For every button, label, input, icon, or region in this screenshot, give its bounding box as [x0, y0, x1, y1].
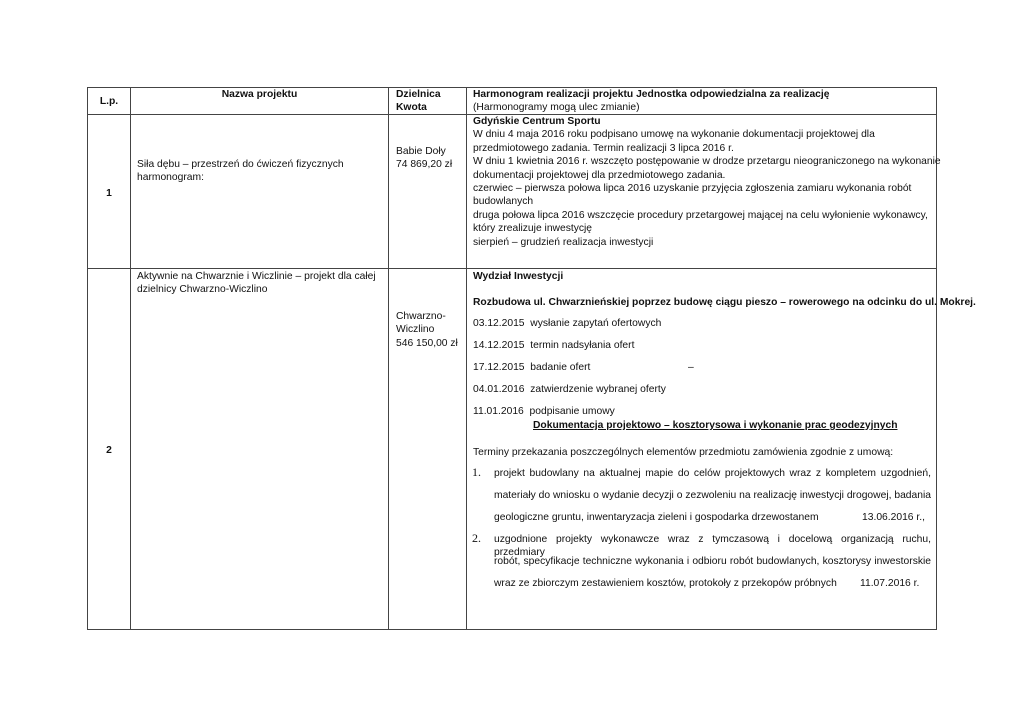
header-district: Dzielnica Kwota	[396, 89, 441, 114]
doc-heading: Dokumentacja projektowo – kosztorysowa i wykonanie prac geodezyjnych	[533, 420, 898, 431]
item-date: 13.06.2016 r.,	[862, 512, 925, 523]
row1-lp: 1	[106, 188, 112, 199]
milestone: 04.01.2016 zatwierdzenie wybranej oferty	[473, 384, 666, 395]
item-number: 1.	[472, 465, 481, 479]
item-line: uzgodnione projekty wykonawcze wraz z tymczasową i docelową organizacją ruchu, przedmiary	[494, 534, 931, 558]
item-line: geologiczne gruntu, inwentaryzacja zieleni i gospodarka drzewostanem	[494, 512, 819, 523]
milestone: 03.12.2015 wysłanie zapytań ofertowych	[473, 318, 662, 329]
milestone: 14.12.2015 termin nadsyłania ofert	[473, 340, 635, 351]
milestone: 17.12.2015 badanie ofert	[473, 362, 591, 373]
dash-mark: –	[688, 362, 694, 373]
row2-district: Chwarzno- Wiczlino 546 150,00 zł	[396, 311, 458, 349]
item-line: robót, specyfikacje techniczne wykonania i odbioru robót budowlanych, kosztorysy inwestorskie	[494, 556, 931, 567]
row2-lp: 2	[106, 445, 112, 456]
terms-intro: Terminy przekazania poszczególnych elementów przedmiotu zamówienia zgodnie z umową:	[473, 447, 894, 458]
row2-name: Aktywnie na Chwarznie i Wiczlinie – projekt dla całej dzielnicy Chwarzno-Wiczlino	[137, 271, 376, 296]
column-divider	[130, 88, 131, 629]
projects-table	[87, 87, 976, 630]
row-divider	[88, 268, 936, 269]
column-divider	[466, 88, 467, 629]
header-schedule: Harmonogram realizacji projektu Jednostka odpowiedzialna za realizację (Harmonogramy mogą ulec zmianie)	[473, 89, 830, 114]
item-line: materiały do wniosku o wydanie decyzji o zezwoleniu na realizację inwestycji drogowej, badania	[494, 490, 931, 501]
row2-unit: Wydział Inwestycji	[473, 271, 564, 282]
milestone: 11.01.2016 podpisanie umowy	[473, 406, 615, 417]
column-divider	[388, 88, 389, 629]
row1-name: Siła dębu – przestrzeń do ćwiczeń fizycznych harmonogram:	[137, 159, 344, 184]
row1-district: Babie Doły 74 869,20 zł	[396, 146, 453, 171]
item-date: 11.07.2016 r.	[860, 578, 920, 589]
header-lp: L.p.	[99, 96, 119, 107]
row2-subtitle: Rozbudowa ul. Chwarznieńskiej poprzez budowę ciągu pieszo – rowerowego na odcinku do ul. Mokrej.	[473, 297, 976, 308]
item-line: projekt budowlany na aktualnej mapie do celów projektowych wraz z kompletem uzgodnień,	[494, 468, 931, 479]
row1-schedule: Gdyńskie Centrum Sportu W dniu 4 maja 2016 roku podpisano umowę na wykonanie dokumentacji projektowej dla przedmiotowego zadania. Termin realizacji 3 lipca 2016 r. W dniu 1 kwietnia 2016 r. wszczęto postępowanie w drodze przetargu nieograniczonego na wykonanie dokumentacji projektowej dla przedmiotowego zadania. czerwiec – pierwsza połowa lipca 2016 uzyskanie przyjęcia zgłoszenia zamiaru wykonania robót budowlanych druga połowa lipca 2016 wszczęcie procedury przetargowej mającej na celu wyłonienie wykonawcy, który zrealizuje inwestycję sierpień – grudzień realizacja inwestycji	[473, 116, 941, 248]
item-number: 2.	[472, 531, 481, 545]
header-name: Nazwa projektu	[221, 89, 298, 100]
item-line: wraz ze zbiorczym zestawieniem kosztów, protokoły z przekopów próbnych	[494, 578, 837, 589]
